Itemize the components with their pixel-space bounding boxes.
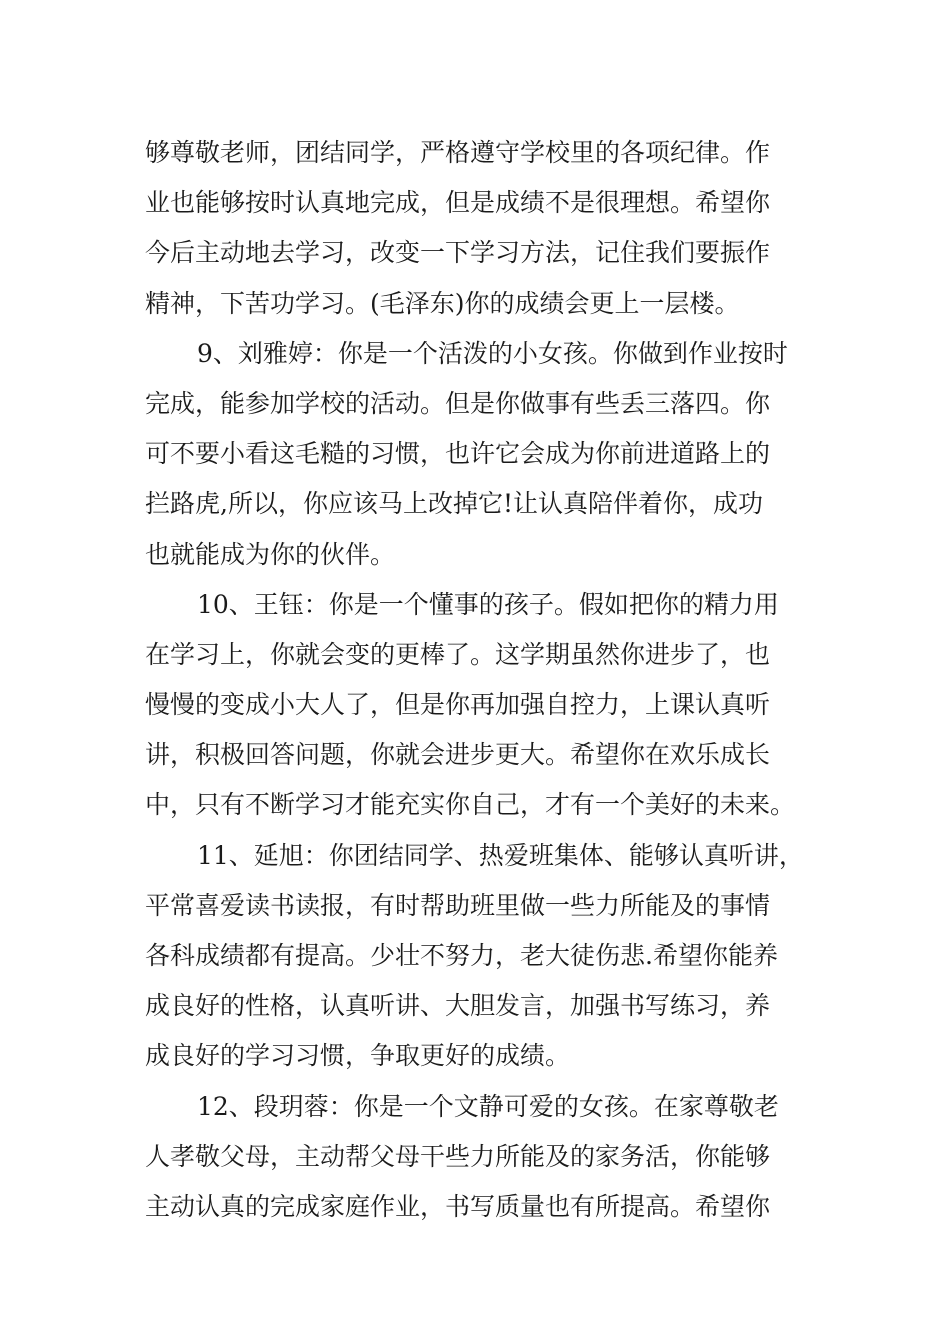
text-line: 可不要小看这毛糙的习惯，也许它会成为你前进道路上的 [145,439,771,469]
text-line: 主动认真的完成家庭作业，书写质量也有所提高。希望你 [145,1191,771,1221]
text-line: 中，只有不断学习才能充实你自己，才有一个美好的未来。 [145,790,796,820]
text-line: 拦路虎,所以，你应该马上改掉它!让认真陪伴着你，成功 [145,489,763,519]
text-line: 人孝敬父母，主动帮父母干些力所能及的家务活，你能够 [145,1141,771,1171]
text-line: 成良好的性格，认真听讲、大胆发言，加强书写练习，养 [145,991,771,1021]
text-line: 讲，积极回答问题，你就会进步更大。希望你在欢乐成长 [145,740,771,770]
paragraph-start-line: 12、段玥蓉：你是一个文静可爱的女孩。在家尊敬老 [197,1091,779,1121]
text-line: 也就能成为你的伙伴。 [145,539,396,569]
paragraph-start-line: 11、延旭：你团结同学、热爱班集体、能够认真听讲， [197,840,804,870]
text-line: 平常喜爱读书读报，有时帮助班里做一些力所能及的事情 [145,890,771,920]
document-body [145,128,809,1232]
text-line: 精神，下苦功学习。(毛泽东)你的成绩会更上一层楼。 [145,288,740,318]
text-line: 完成，能参加学校的活动。但是你做事有些丢三落四。你 [145,388,771,418]
text-line: 今后主动地去学习，改变一下学习方法，记住我们要振作 [145,238,771,268]
paragraph-start-line: 9、刘雅婷：你是一个活泼的小女孩。你做到作业按时 [197,338,788,368]
text-line: 业也能够按时认真地完成，但是成绩不是很理想。希望你 [145,188,771,218]
text-line: 成良好的学习习惯，争取更好的成绩。 [145,1041,571,1071]
text-line: 在学习上，你就会变的更棒了。这学期虽然你进步了，也 [145,639,771,669]
text-line: 慢慢的变成小大人了，但是你再加强自控力，上课认真听 [145,690,771,720]
text-line: 各科成绩都有提高。少壮不努力，老大徒伤悲.希望你能养 [145,941,778,970]
paragraph-start-line: 10、王钰：你是一个懂事的孩子。假如把你的精力用 [197,589,779,619]
text-line: 够尊敬老师，团结同学，严格遵守学校里的各项纪律。作 [145,138,771,167]
